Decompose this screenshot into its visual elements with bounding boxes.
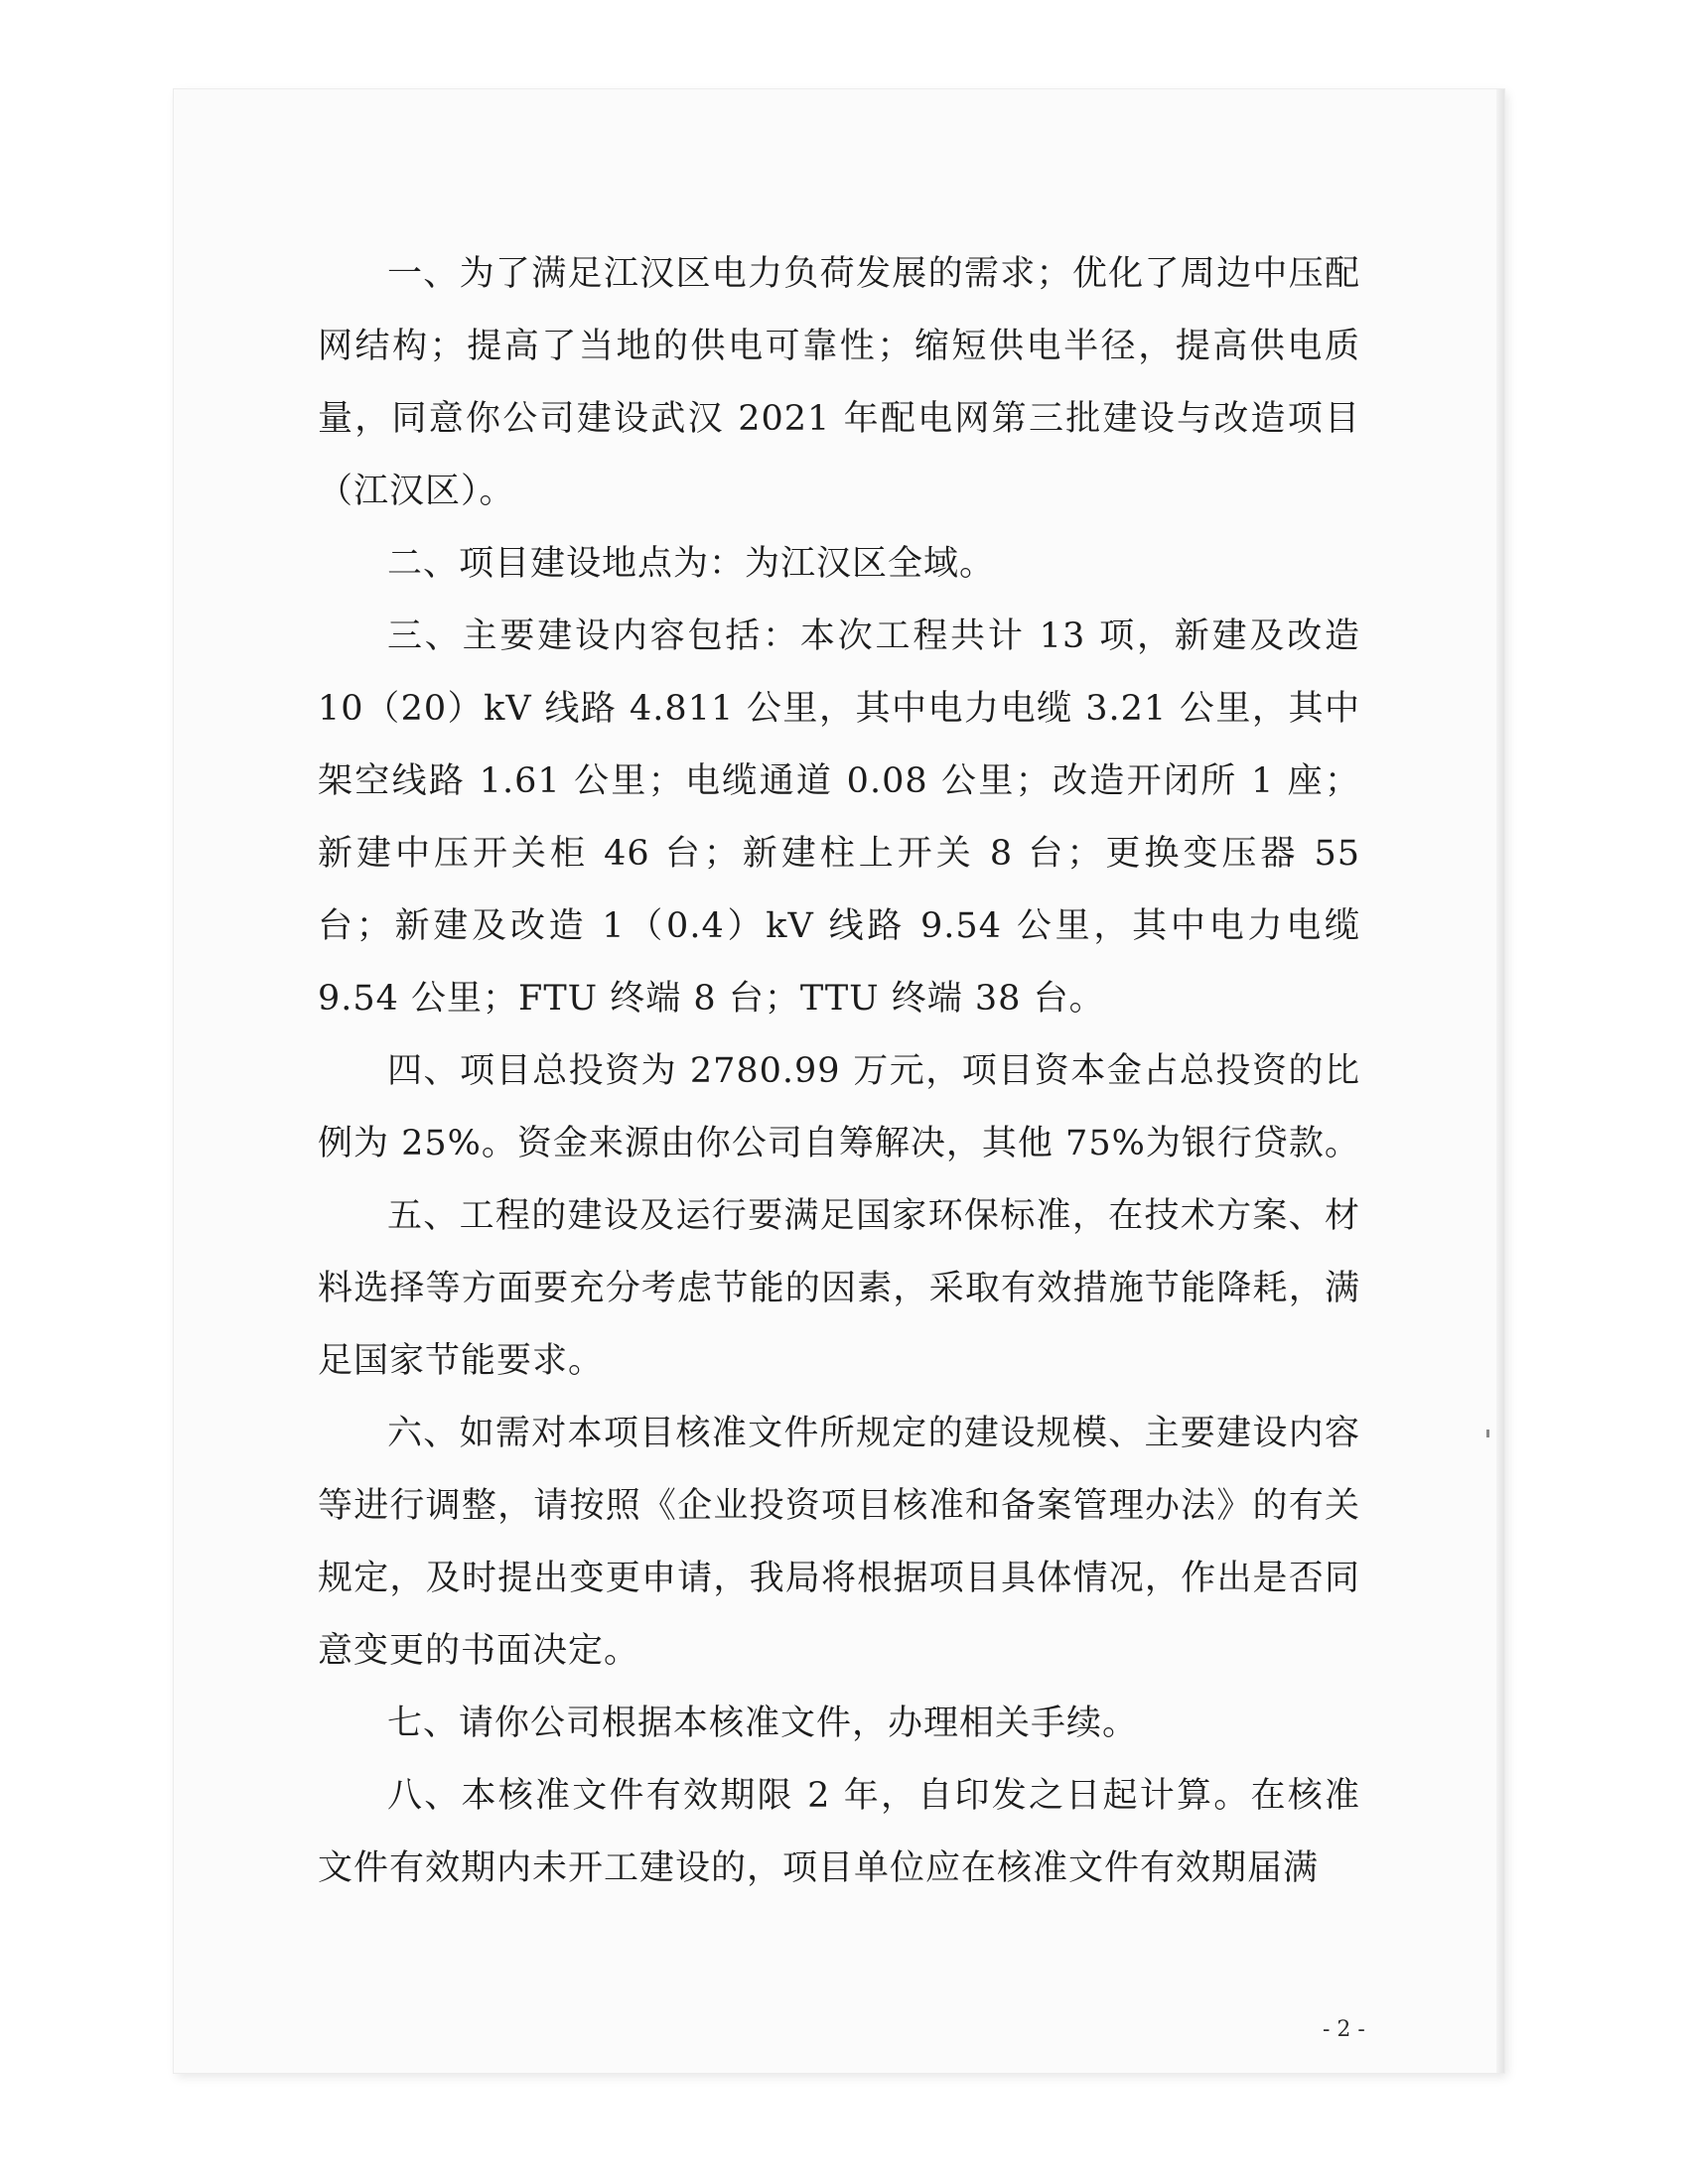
page-number: - 2 - [1323, 2017, 1365, 2042]
paper-sheet [174, 89, 1504, 2073]
paragraph-8: 八、本核准文件有效期限 2 年，自印发之日起计算。在核准文件有效期内未开工建设的，项目单位应在核准文件有效期届满 [318, 1776, 1360, 1888]
paragraph-4: 四、项目总投资为 2780.99 万元，项目资本金占总投资的比例为 25%。资金来源由你公司自筹解决，其他 75%为银行贷款。 [318, 1051, 1360, 1163]
paragraph-6: 六、如需对本项目核准文件所规定的建设规模、主要建设内容等进行调整，请按照《企业投资项目核准和备案管理办法》的有关规定，及时提出变更申请，我局将根据项目具体情况，作出是否同意变更的书面决定。 [318, 1414, 1360, 1671]
scan-artifact [1486, 1430, 1489, 1437]
paper-edge-shadow [1496, 89, 1504, 2073]
paragraph-1: 一、为了满足江汉区电力负荷发展的需求；优化了周边中压配网结构；提高了当地的供电可靠性；缩短供电半径，提高供电质量，同意你公司建设武汉 2021 年配电网第三批建设与改造项目（江汉区）。 [318, 254, 1360, 511]
paragraph-2: 二、项目建设地点为：为江汉区全域。 [387, 544, 996, 584]
paragraph-5: 五、工程的建设及运行要满足国家环保标准，在技术方案、材料选择等方面要充分考虑节能的因素，采取有效措施节能降耗，满足国家节能要求。 [318, 1196, 1360, 1381]
paragraph-7: 七、请你公司根据本核准文件，办理相关手续。 [387, 1704, 1139, 1743]
paragraph-3: 三、主要建设内容包括：本次工程共计 13 项，新建及改造 10（20）kV 线路 4.811 公里，其中电力电缆 3.21 公里，其中架空线路 1.61 公里；电缆通道 0.08 公里；改造开闭所 1 座；新建中压开关柜 46 台；新建柱上开关 8 台；更换变压器 55 台；新建及改造 1（0.4）kV 线路 9.54 公里，其中电力电缆 9.54 公里；FTU 终端 8 台；TTU 终端 38 台。 [318, 616, 1360, 1019]
document-body [318, 238, 1360, 1905]
